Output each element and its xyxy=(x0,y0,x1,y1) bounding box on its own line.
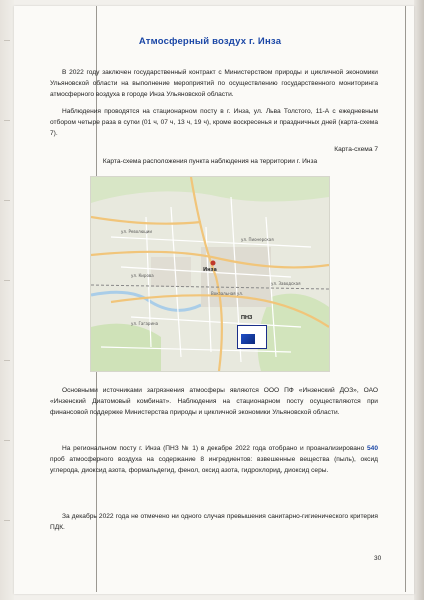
map-street-label: ул. Гагарина xyxy=(131,321,159,326)
map-street-label: ул. Заводская xyxy=(271,281,301,286)
margin-marks xyxy=(2,40,12,560)
station-label: ПНЗ xyxy=(241,315,253,321)
paragraph-observations: Наблюдения проводятся на стационарном посту в г. Инза, ул. Льва Толстого, 11-А с ежедневным отбором четыре раза в сутки (01 ч, 07 ч, 13 ч, 19 ч), кроме воскресенья и праздничных дней (карта-схема 7). xyxy=(50,108,378,137)
map-street-label: ул. Кирова xyxy=(131,273,154,278)
map-graphic xyxy=(91,177,329,371)
page-number: 30 xyxy=(374,555,382,562)
sample-count: 540 xyxy=(366,445,378,452)
map-street-label: ул. Революции xyxy=(121,229,152,234)
page-right-edge xyxy=(414,0,424,600)
map-title: Карта-схема расположения пункта наблюдения на территории г. Инза xyxy=(102,158,318,165)
map-street-label: ул. Пионерская xyxy=(241,237,274,242)
paragraph-contract: В 2022 году заключен государственный контракт с Министерством природы и цикличной экономики Ульяновской области на выполнение мероприятий по осуществлению государственного мониторинга атмосферного воздуха в городе Инза Ульяновской области. xyxy=(50,69,378,98)
paragraph-pdk: За декабрь 2022 года не отмечено ни одного случая превышения санитарно-гигиенического критерия ПДК. xyxy=(50,513,378,531)
map-caption-number: Карта-схема 7 xyxy=(334,146,378,153)
station-icon xyxy=(241,334,255,344)
samples-text-after: проб атмосферного воздуха на содержание 8 ингредиентов: взвешенные вещества (пыль), оксид углерода, диоксид азота, формальдегид, фенол, оксид азота, гидрохлорид, диоксид серы. xyxy=(50,455,378,474)
paragraph-pollution-sources: Основными источниками загрязнения атмосферы являются ООО ПФ «Инзенский ДОЗ», ОАО «Инзенский Диатомовый комбинат». Наблюдения на стационарном посту осуществляются при финансовой поддержке Министерства природы и цикличной экономики Ульяновской области. xyxy=(50,387,378,416)
city-map xyxy=(90,176,330,372)
samples-text-before: На региональном посту г. Инза (ПНЗ № 1) в декабре 2022 года отобрано и проанализировано xyxy=(62,445,367,452)
station-marker xyxy=(237,325,267,349)
map-street-label: Вокзальная ул. xyxy=(211,291,244,296)
page-title: Атмосферный воздух г. Инза xyxy=(138,36,282,47)
paragraph-samples xyxy=(50,444,378,476)
map-city-label: Инза xyxy=(203,267,217,273)
